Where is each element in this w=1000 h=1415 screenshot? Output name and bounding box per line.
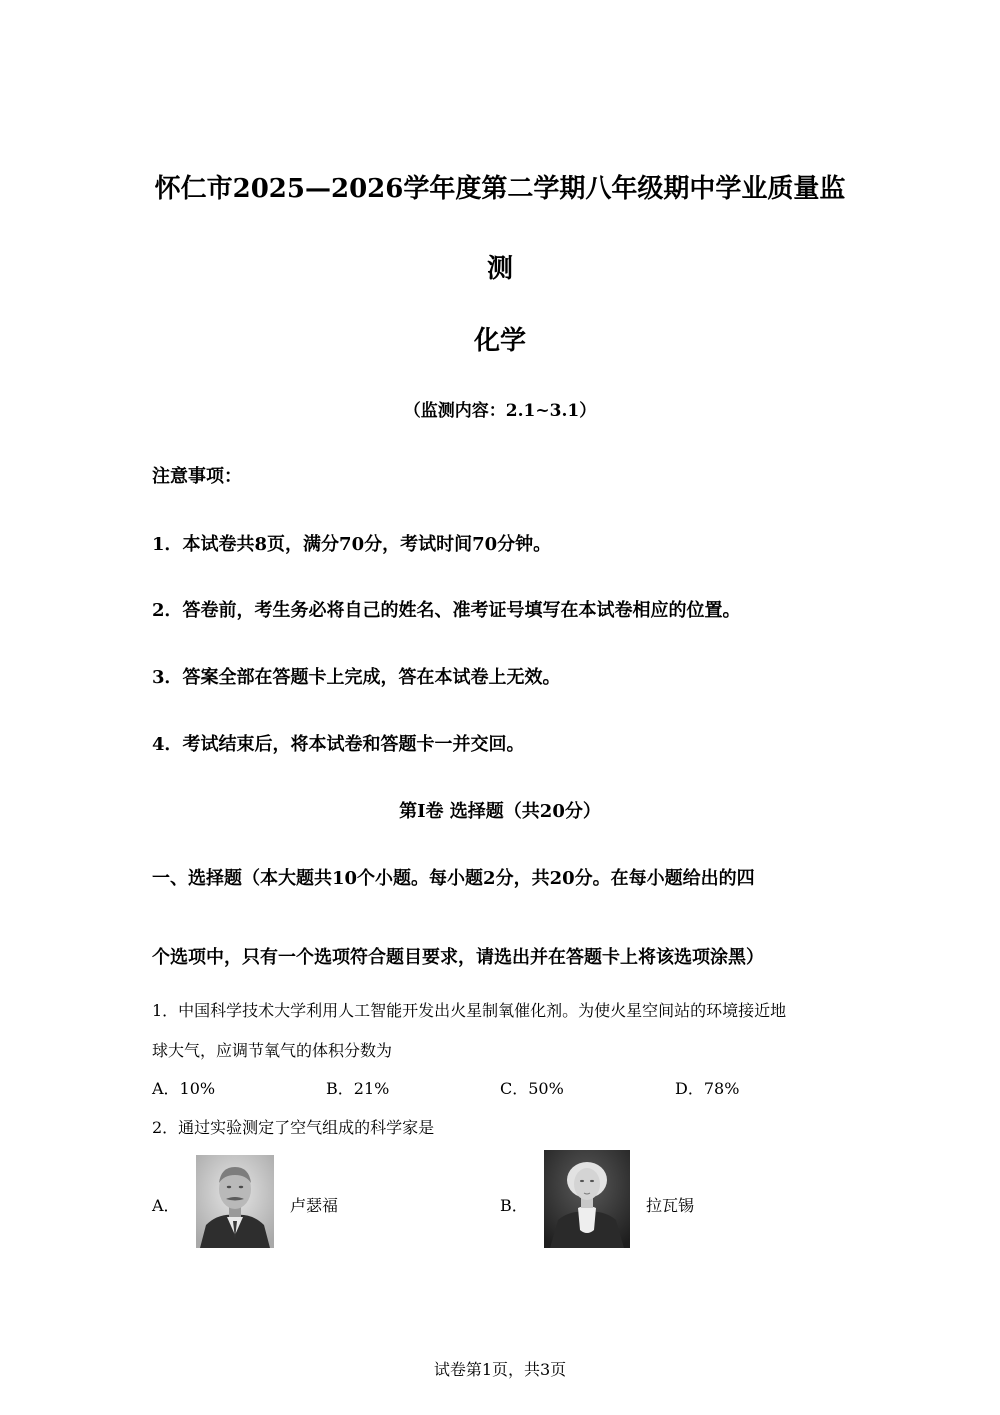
question-2-option-b-name: 拉瓦锡 — [646, 1196, 695, 1215]
lavoisier-portrait-image — [544, 1150, 630, 1248]
part1-instruction-line1: 一、选择题（本大题共10个小题。每小题2分，共20分。在每小题给出的四 — [152, 868, 755, 889]
notice-item-1: 1．本试卷共8页，满分70分，考试时间70分钟。 — [152, 534, 552, 555]
lavoisier-portrait — [544, 1150, 630, 1248]
question-1-line1: 1．中国科学技术大学利用人工智能开发出火星制氧催化剂。为使火星空间站的环境接近地 — [152, 1001, 787, 1020]
question-1-option-d: D．78% — [675, 1079, 740, 1098]
question-2-option-a-letter: A． — [152, 1196, 180, 1215]
question-1-line2: 球大气，应调节氧气的体积分数为 — [152, 1041, 393, 1060]
notice-item-3: 3．答案全部在答题卡上完成，答在本试卷上无效。 — [152, 667, 561, 688]
part1-instruction-line2: 个选项中，只有一个选项符合题目要求，请选出并在答题卡上将该选项涂黑） — [152, 947, 764, 968]
question-1-option-b: B．21% — [326, 1079, 390, 1098]
question-1-option-c: C．50% — [500, 1079, 564, 1098]
subject-title: 化学 — [473, 326, 526, 356]
rutherford-portrait-image — [196, 1155, 274, 1248]
exam-title-line2: 测 — [486, 254, 513, 284]
exam-title-line1: 怀仁市2025—2026学年度第二学期八年级期中学业质量监 — [154, 174, 846, 204]
notice-item-4: 4．考试结束后，将本试卷和答题卡一并交回。 — [152, 734, 525, 755]
question-2-line1: 2．通过实验测定了空气组成的科学家是 — [152, 1118, 435, 1137]
question-1-option-a: A．10% — [152, 1079, 216, 1098]
part1-title: 第Ⅰ卷 选择题（共20分） — [399, 801, 601, 822]
page-footer: 试卷第1页，共3页 — [433, 1360, 567, 1379]
question-2-option-a-name: 卢瑟福 — [290, 1196, 339, 1215]
scope-subtitle: （监测内容：2.1~3.1） — [403, 401, 597, 421]
notice-heading: 注意事项： — [152, 466, 242, 487]
question-2-option-b-letter: B． — [500, 1196, 528, 1215]
rutherford-portrait — [196, 1155, 274, 1248]
notice-item-2: 2．答卷前，考生务必将自己的姓名、准考证号填写在本试卷相应的位置。 — [152, 600, 741, 621]
